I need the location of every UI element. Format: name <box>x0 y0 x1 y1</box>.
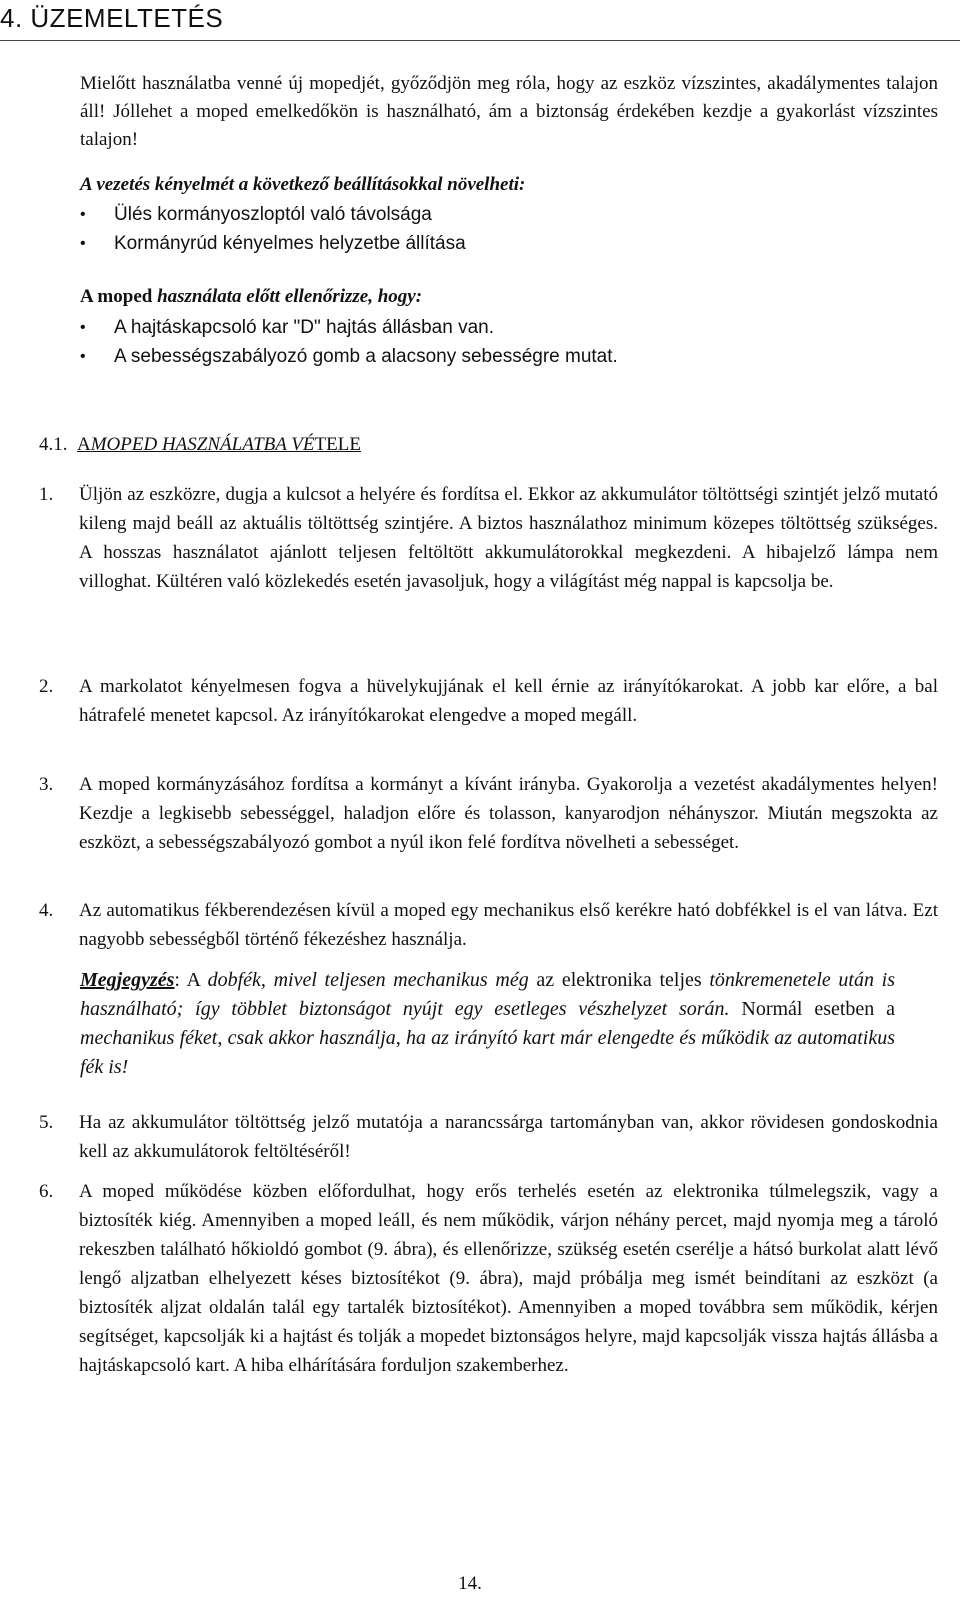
check-heading-normal: A moped <box>80 286 158 307</box>
comfort-heading: A vezetés kényelmét a következő beállításokkal növelheti: <box>80 174 526 195</box>
step-2 <box>39 672 938 730</box>
check-heading <box>80 286 422 308</box>
step-3 <box>39 770 938 857</box>
step-number: 4. <box>39 900 54 921</box>
section-title-letter: A <box>77 434 91 455</box>
step-text: Ha az akkumulátor töltöttség jelző mutatója a narancssárga tartományban van, akkor rövidesen gondoskodnia kell az akkumulátorok feltöltéséről! <box>79 1112 938 1162</box>
note-part-2: az elektronika teljes <box>528 969 710 991</box>
note-label: Megjegyzés <box>80 969 175 991</box>
note-part-1: dobfék, mivel teljesen mechanikus még <box>207 969 529 991</box>
step-6 <box>39 1177 938 1380</box>
note-block <box>80 966 895 1082</box>
list-item: • A sebességszabályozó gomb a alacsony sebességre mutat. <box>80 342 618 371</box>
section-title-italic: MOPED HASZNÁLATBA VÉ <box>90 434 315 455</box>
list-item: • Kormányrúd kényelmes helyzetbe állítása <box>80 229 466 258</box>
step-number: 1. <box>39 484 54 505</box>
page-number: 14. <box>458 1573 482 1594</box>
step-number: 5. <box>39 1112 54 1133</box>
section-title-text <box>77 434 361 455</box>
step-1 <box>39 480 938 596</box>
section-title <box>39 434 361 456</box>
note-part-4: Normál esetben a <box>729 998 895 1020</box>
step-text: A moped kormányzásához fordítsa a kormányt a kívánt irányba. Gyakorolja a vezetést akadálymentes helyen! Kezdje a legkisebb sebességgel, haladjon előre és tolasson, kanyarodjon néhányszor. Miután megszokta az eszközt, a sebességszabályozó gombot a nyúl ikon felé fordítva növelheti a sebességet. <box>79 774 938 853</box>
note-part-5: mechanikus féket, csak akkor használja, ha az irányító kart már elengedte és működik az automatikus fék is! <box>80 1027 895 1078</box>
note-part-3: tönkremenetele után is használható; így többlet biztonságot nyújt egy esetleges vészhelyzet során. <box>80 969 896 1020</box>
check-list <box>80 313 618 371</box>
check-heading-italic: használata előtt ellenőrizze, hogy: <box>157 286 423 307</box>
intro-paragraph: Mielőtt használatba venné új mopedjét, győződjön meg róla, hogy az eszköz vízszintes, akadálymentes talajon áll! Jóllehet a moped emelkedőkön is használható, ám a biztonság érdekében kezdje a gyakorlást vízszintes talajon! <box>80 73 938 150</box>
comfort-list <box>80 200 466 258</box>
step-text: A markolatot kényelmesen fogva a hüvelykujjának el kell érnie az irányítókarokat. A jobb kar előre, a bal hátrafelé menetet kapcsol. Az irányítókarokat elengedve a moped megáll. <box>79 676 938 726</box>
step-5 <box>39 1108 938 1166</box>
note-colon: : A <box>174 969 208 991</box>
step-text: Az automatikus fékberendezésen kívül a moped egy mechanikus első kerékre ható dobfékkel is el van látva. Ezt nagyobb sebességből történő fékezéshez használja. <box>79 900 938 950</box>
list-item: • A hajtáskapcsoló kar "D" hajtás állásban van. <box>80 313 618 342</box>
step-text: A moped működése közben előfordulhat, hogy erős terhelés esetén az elektronika túlmelegszik, vagy a biztosíték kiég. Amennyiben a moped leáll, és nem működik, várjon néhány percet, majd nyomja meg a tároló rekeszben található hőkioldó gombot (9. ábra), és ellenőrizze, szükség esetén cserélje a hátsó burkolat alatt lévő lengő aljzatban elhelyezett késes biztosítékot (9. ábra), majd próbálja meg ismét beindítani az eszközt (a biztosíték aljzat oldalán talál egy tartalék biztosítékot). Amennyiben a moped továbbra sem működik, kérjen segítséget, kapcsolják ki a hajtást és tolják a mopedet biztonságos helyre, majd kapcsolják vissza hajtás állásba a hajtáskapcsoló kart. A hiba elhárítására forduljon szakemberhez. <box>79 1181 938 1376</box>
step-number: 3. <box>39 774 54 795</box>
list-item: • Ülés kormányoszloptól való távolsága <box>80 200 466 229</box>
step-number: 2. <box>39 676 54 697</box>
chapter-header <box>0 0 960 41</box>
step-number: 6. <box>39 1181 54 1202</box>
chapter-title: 4. ÜZEMELTETÉS <box>0 3 224 33</box>
step-text: Üljön az eszközre, dugja a kulcsot a helyére és fordítsa el. Ekkor az akkumulátor töltöttségi szintjét jelző mutató kileng majd beáll az aktuális töltöttség szintjére. A biztos használathoz minimum közepes töltöttség szükséges. A hosszas használatot ajánlott teljesen feltöltött akkumulátorokkal megkezdeni. A hibajelző lámpa nem villoghat. Kültéren való közlekedés esetén javasoljuk, hogy a világítást még nappal is kapcsolja be. <box>79 484 938 592</box>
section-number: 4.1. <box>39 434 68 455</box>
step-4 <box>39 896 938 954</box>
section-title-end: TELE <box>314 434 361 455</box>
